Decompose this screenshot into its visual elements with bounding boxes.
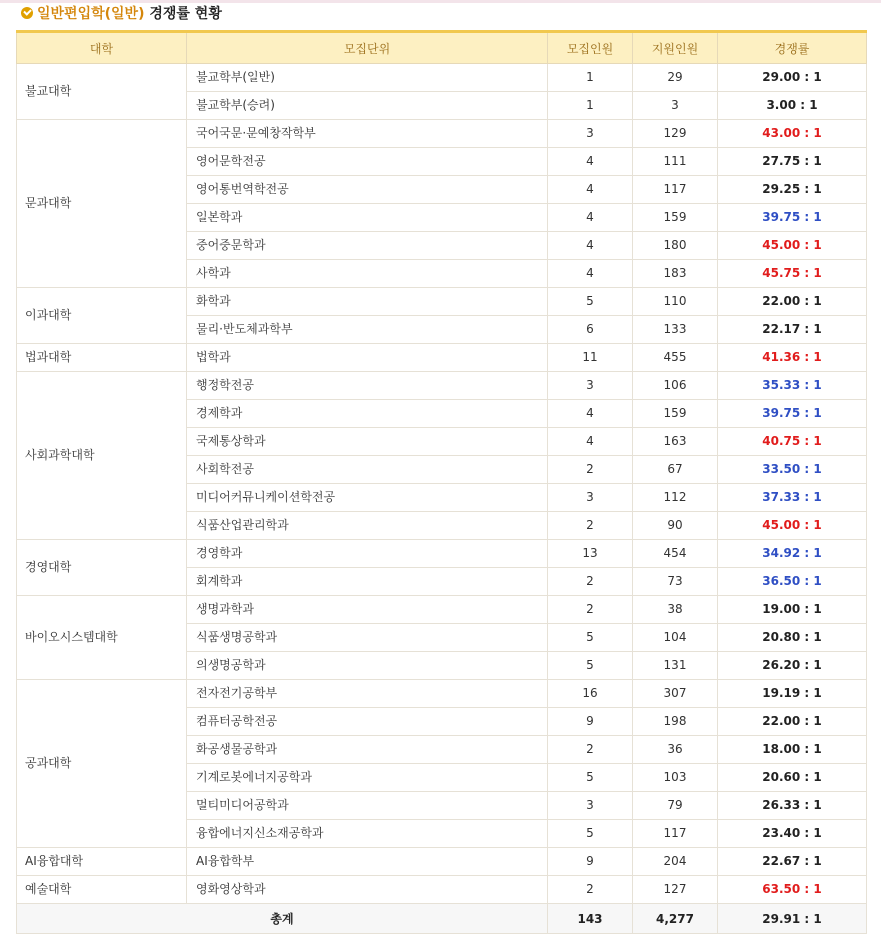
ratio-cell: 43.00 : 1	[718, 120, 867, 148]
ratio-cell: 26.20 : 1	[718, 652, 867, 680]
applicants-cell: 106	[633, 372, 718, 400]
unit-cell: 화학과	[187, 288, 548, 316]
ratio-cell: 20.60 : 1	[718, 764, 867, 792]
applicants-cell: 36	[633, 736, 718, 764]
total-quota: 143	[548, 904, 633, 934]
ratio-cell: 37.33 : 1	[718, 484, 867, 512]
quota-cell: 4	[548, 260, 633, 288]
ratio-cell: 19.19 : 1	[718, 680, 867, 708]
quota-cell: 9	[548, 708, 633, 736]
header-ratio: 경쟁률	[718, 32, 867, 64]
ratio-cell: 35.33 : 1	[718, 372, 867, 400]
table-row	[17, 344, 867, 372]
unit-cell: 회계학과	[187, 568, 548, 596]
ratio-cell: 34.92 : 1	[718, 540, 867, 568]
ratio-cell: 27.75 : 1	[718, 148, 867, 176]
quota-cell: 2	[548, 876, 633, 904]
unit-cell: 국어국문·문예창작학부	[187, 120, 548, 148]
total-label: 총계	[17, 904, 548, 934]
quota-cell: 4	[548, 232, 633, 260]
applicants-cell: 307	[633, 680, 718, 708]
ratio-cell: 20.80 : 1	[718, 624, 867, 652]
unit-cell: 일본학과	[187, 204, 548, 232]
unit-cell: 식품생명공학과	[187, 624, 548, 652]
quota-cell: 5	[548, 288, 633, 316]
applicants-cell: 127	[633, 876, 718, 904]
ratio-cell: 23.40 : 1	[718, 820, 867, 848]
unit-cell: 멀티미디어공학과	[187, 792, 548, 820]
quota-cell: 3	[548, 792, 633, 820]
table-row	[17, 288, 867, 316]
heading-highlight: 일반편입학(일반)	[37, 6, 145, 22]
ratio-cell: 63.50 : 1	[718, 876, 867, 904]
table-row	[17, 120, 867, 148]
applicants-cell: 73	[633, 568, 718, 596]
applicants-cell: 198	[633, 708, 718, 736]
ratio-cell: 45.00 : 1	[718, 512, 867, 540]
table-row	[17, 680, 867, 708]
applicants-cell: 129	[633, 120, 718, 148]
section-heading	[21, 6, 222, 22]
unit-cell: 불교학부(일반)	[187, 64, 548, 92]
applicants-cell: 183	[633, 260, 718, 288]
ratio-cell: 39.75 : 1	[718, 400, 867, 428]
heading-rest: 경쟁률 현황	[144, 6, 222, 22]
applicants-cell: 67	[633, 456, 718, 484]
header-row	[17, 32, 867, 64]
college-cell: 이과대학	[17, 288, 187, 344]
quota-cell: 4	[548, 400, 633, 428]
quota-cell: 3	[548, 120, 633, 148]
applicants-cell: 3	[633, 92, 718, 120]
applicants-cell: 131	[633, 652, 718, 680]
applicants-cell: 454	[633, 540, 718, 568]
unit-cell: 영화영상학과	[187, 876, 548, 904]
unit-cell: 경제학과	[187, 400, 548, 428]
quota-cell: 16	[548, 680, 633, 708]
college-cell: 공과대학	[17, 680, 187, 848]
header-quota: 모집인원	[548, 32, 633, 64]
ratio-cell: 3.00 : 1	[718, 92, 867, 120]
table-row	[17, 372, 867, 400]
quota-cell: 11	[548, 344, 633, 372]
total-ratio: 29.91 : 1	[718, 904, 867, 934]
applicants-cell: 163	[633, 428, 718, 456]
unit-cell: 중어중문학과	[187, 232, 548, 260]
quota-cell: 5	[548, 624, 633, 652]
applicants-cell: 204	[633, 848, 718, 876]
quota-cell: 4	[548, 148, 633, 176]
quota-cell: 1	[548, 92, 633, 120]
quota-cell: 2	[548, 568, 633, 596]
unit-cell: 사학과	[187, 260, 548, 288]
college-cell: 문과대학	[17, 120, 187, 288]
quota-cell: 5	[548, 764, 633, 792]
quota-cell: 2	[548, 512, 633, 540]
check-circle-icon	[21, 7, 33, 19]
unit-cell: 법학과	[187, 344, 548, 372]
unit-cell: 컴퓨터공학전공	[187, 708, 548, 736]
ratio-cell: 33.50 : 1	[718, 456, 867, 484]
unit-cell: 융합에너지신소재공학과	[187, 820, 548, 848]
quota-cell: 4	[548, 428, 633, 456]
applicants-cell: 111	[633, 148, 718, 176]
unit-cell: 불교학부(승려)	[187, 92, 548, 120]
applicants-cell: 133	[633, 316, 718, 344]
ratio-cell: 22.17 : 1	[718, 316, 867, 344]
applicants-cell: 117	[633, 176, 718, 204]
applicants-cell: 159	[633, 400, 718, 428]
applicants-cell: 112	[633, 484, 718, 512]
applicants-cell: 29	[633, 64, 718, 92]
ratio-cell: 40.75 : 1	[718, 428, 867, 456]
table-row	[17, 540, 867, 568]
unit-cell: 화공생물공학과	[187, 736, 548, 764]
ratio-cell: 45.00 : 1	[718, 232, 867, 260]
applicants-cell: 38	[633, 596, 718, 624]
quota-cell: 2	[548, 736, 633, 764]
applicants-cell: 90	[633, 512, 718, 540]
applicants-cell: 79	[633, 792, 718, 820]
unit-cell: 행정학전공	[187, 372, 548, 400]
ratio-cell: 29.25 : 1	[718, 176, 867, 204]
quota-cell: 5	[548, 820, 633, 848]
table-row	[17, 64, 867, 92]
unit-cell: 영어통번역학전공	[187, 176, 548, 204]
college-cell: 불교대학	[17, 64, 187, 120]
quota-cell: 5	[548, 652, 633, 680]
total-applicants: 4,277	[633, 904, 718, 934]
college-cell: 경영대학	[17, 540, 187, 596]
quota-cell: 4	[548, 176, 633, 204]
applicants-cell: 103	[633, 764, 718, 792]
ratio-cell: 18.00 : 1	[718, 736, 867, 764]
unit-cell: 전자전기공학부	[187, 680, 548, 708]
table-row	[17, 596, 867, 624]
quota-cell: 3	[548, 372, 633, 400]
college-cell: 사회과학대학	[17, 372, 187, 540]
table-row	[17, 848, 867, 876]
quota-cell: 4	[548, 204, 633, 232]
quota-cell: 1	[548, 64, 633, 92]
header-applicants: 지원인원	[633, 32, 718, 64]
ratio-cell: 26.33 : 1	[718, 792, 867, 820]
unit-cell: 식품산업관리학과	[187, 512, 548, 540]
quota-cell: 13	[548, 540, 633, 568]
college-cell: 법과대학	[17, 344, 187, 372]
ratio-cell: 41.36 : 1	[718, 344, 867, 372]
quota-cell: 2	[548, 456, 633, 484]
applicants-cell: 455	[633, 344, 718, 372]
unit-cell: 의생명공학과	[187, 652, 548, 680]
quota-cell: 6	[548, 316, 633, 344]
competition-table	[16, 30, 867, 934]
college-cell: 예술대학	[17, 876, 187, 904]
ratio-cell: 22.67 : 1	[718, 848, 867, 876]
table-row	[17, 876, 867, 904]
ratio-cell: 22.00 : 1	[718, 288, 867, 316]
applicants-cell: 104	[633, 624, 718, 652]
unit-cell: 사회학전공	[187, 456, 548, 484]
applicants-cell: 180	[633, 232, 718, 260]
quota-cell: 2	[548, 596, 633, 624]
ratio-cell: 19.00 : 1	[718, 596, 867, 624]
ratio-cell: 39.75 : 1	[718, 204, 867, 232]
ratio-cell: 22.00 : 1	[718, 708, 867, 736]
applicants-cell: 159	[633, 204, 718, 232]
unit-cell: 경영학과	[187, 540, 548, 568]
unit-cell: 기계로봇에너지공학과	[187, 764, 548, 792]
unit-cell: 생명과학과	[187, 596, 548, 624]
ratio-cell: 45.75 : 1	[718, 260, 867, 288]
unit-cell: 미디어커뮤니케이션학전공	[187, 484, 548, 512]
college-cell: AI융합대학	[17, 848, 187, 876]
unit-cell: 국제통상학과	[187, 428, 548, 456]
header-unit: 모집단위	[187, 32, 548, 64]
ratio-cell: 29.00 : 1	[718, 64, 867, 92]
top-border	[0, 0, 881, 3]
applicants-cell: 110	[633, 288, 718, 316]
quota-cell: 9	[548, 848, 633, 876]
quota-cell: 3	[548, 484, 633, 512]
ratio-cell: 36.50 : 1	[718, 568, 867, 596]
unit-cell: AI융합학부	[187, 848, 548, 876]
applicants-cell: 117	[633, 820, 718, 848]
college-cell: 바이오시스템대학	[17, 596, 187, 680]
header-college: 대학	[17, 32, 187, 64]
table-body	[17, 64, 867, 904]
unit-cell: 물리·반도체과학부	[187, 316, 548, 344]
total-row	[17, 904, 867, 934]
unit-cell: 영어문학전공	[187, 148, 548, 176]
